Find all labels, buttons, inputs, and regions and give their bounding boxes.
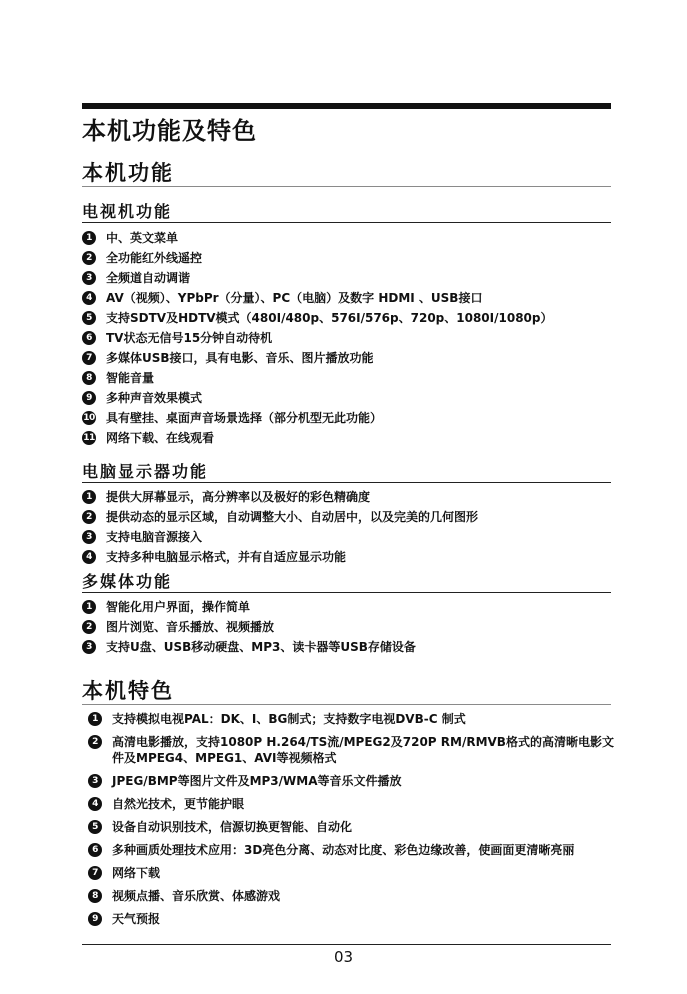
list-item — [82, 548, 622, 568]
list-item-text: 支持电脑音源接入 — [106, 530, 203, 544]
number-badge: 1 — [82, 600, 96, 614]
page-title: 本机功能及特色 — [82, 117, 257, 145]
number-badge: 10 — [83, 413, 95, 423]
number-badge: 1 — [88, 712, 102, 726]
number-badge: 4 — [88, 797, 102, 811]
list-item — [82, 429, 622, 449]
media-function-list — [82, 598, 622, 658]
number-badge: 1 — [82, 231, 96, 245]
list-item — [88, 842, 618, 858]
list-item-text: 自然光技术，更节能护眼 — [112, 797, 245, 811]
list-item-text: 设备自动识别技术，信源切换更智能、自动化 — [112, 820, 353, 834]
list-item — [88, 711, 618, 727]
number-badge: 1 — [82, 490, 96, 504]
list-item — [82, 598, 622, 618]
list-item-text: 多种画质处理技术应用：3D亮色分离、动态对比度、彩色边缘改善，使画面更清晰亮丽 — [112, 843, 575, 857]
list-item — [82, 618, 622, 638]
list-item-text: JPEG/BMP等图片文件及MP3/WMA等音乐文件播放 — [112, 774, 402, 788]
list-item-text: 支持模拟电视PAL：DK、I、BG制式；支持数字电视DVB-C 制式 — [112, 712, 466, 726]
list-item — [82, 409, 622, 429]
list-item — [82, 369, 622, 389]
list-item — [88, 888, 618, 904]
list-item-text: 提供大屏幕显示，高分辨率以及极好的彩色精确度 — [106, 490, 371, 504]
number-badge: 4 — [82, 550, 96, 564]
list-item-text: 视频点播、音乐欣赏、体感游戏 — [112, 889, 281, 903]
number-badge: 2 — [88, 735, 102, 749]
subsection-rule-media — [82, 592, 611, 593]
list-item-text: 支持多种电脑显示格式，并有自适应显示功能 — [106, 550, 347, 564]
list-item-text: 多种声音效果模式 — [106, 391, 203, 405]
number-badge: 4 — [82, 291, 96, 305]
list-item-text: 中、英文菜单 — [106, 231, 179, 245]
list-item — [82, 508, 622, 528]
list-item — [82, 389, 622, 409]
subsection-heading-tv: 电视机功能 — [82, 202, 173, 221]
number-badge: 5 — [82, 311, 96, 325]
list-item — [88, 819, 618, 835]
section-heading-functions: 本机功能 — [82, 161, 174, 185]
list-item — [82, 349, 622, 369]
subsection-rule-pc — [82, 482, 611, 483]
feature-list — [88, 711, 618, 934]
number-badge: 3 — [82, 271, 96, 285]
list-item-text: 具有壁挂、桌面声音场景选择（部分机型无此功能） — [106, 411, 383, 425]
list-item-text: 全频道自动调谐 — [106, 271, 191, 285]
number-badge: 3 — [88, 774, 102, 788]
list-item — [82, 488, 622, 508]
list-item — [82, 249, 622, 269]
list-item — [82, 269, 622, 289]
page-number: 03 — [333, 948, 354, 966]
number-badge: 2 — [82, 251, 96, 265]
list-item-text: 支持SDTV及HDTV模式（480I/480p、576I/576p、720p、1080I/1080p） — [106, 311, 553, 325]
number-badge: 11 — [83, 433, 95, 443]
list-item-text: 图片浏览、音乐播放、视频播放 — [106, 620, 275, 634]
list-item-text: 智能音量 — [106, 371, 155, 385]
list-item-text: AV（视频）、YPbPr（分量）、PC（电脑）及数字 HDMI 、USB接口 — [106, 291, 483, 305]
section-rule-functions — [82, 186, 611, 187]
number-badge: 8 — [82, 371, 96, 385]
subsection-rule-tv — [82, 222, 611, 223]
number-badge: 3 — [82, 530, 96, 544]
list-item — [82, 309, 622, 329]
list-item-text: 网络下载、在线观看 — [106, 431, 215, 445]
number-badge: 8 — [88, 889, 102, 903]
list-item-text: 多媒体USB接口，具有电影、音乐、图片播放功能 — [106, 351, 374, 365]
number-badge: 7 — [88, 866, 102, 880]
list-item-text: 网络下载 — [112, 866, 161, 880]
list-item — [88, 911, 618, 927]
header-rule — [82, 103, 611, 109]
list-item-text: TV状态无信号15分钟自动待机 — [106, 331, 273, 345]
list-item-text: 全功能红外线遥控 — [106, 251, 203, 265]
section-heading-features: 本机特色 — [82, 679, 174, 703]
list-item — [82, 289, 622, 309]
number-badge: 9 — [88, 912, 102, 926]
list-item — [88, 796, 618, 812]
subsection-heading-media: 多媒体功能 — [82, 572, 173, 591]
list-item-text: 天气预报 — [112, 912, 161, 926]
number-badge: 6 — [82, 331, 96, 345]
subsection-heading-pc: 电脑显示器功能 — [82, 462, 209, 481]
list-item-text: 支持U盘、USB移动硬盘、MP3、读卡器等USB存储设备 — [106, 640, 416, 654]
list-item — [88, 773, 618, 789]
list-item — [82, 638, 622, 658]
pc-function-list — [82, 488, 622, 568]
number-badge: 3 — [82, 640, 96, 654]
number-badge: 2 — [82, 510, 96, 524]
section-rule-features — [82, 704, 611, 705]
number-badge: 5 — [88, 820, 102, 834]
list-item — [88, 734, 618, 766]
footer-rule — [82, 944, 611, 945]
number-badge: 2 — [82, 620, 96, 634]
list-item — [82, 329, 622, 349]
tv-function-list — [82, 229, 622, 449]
number-badge: 9 — [82, 391, 96, 405]
list-item-text: 提供动态的显示区域，自动调整大小、自动居中，以及完美的几何图形 — [106, 510, 479, 524]
list-item-text: 智能化用户界面，操作简单 — [106, 600, 251, 614]
list-item — [82, 528, 622, 548]
list-item — [88, 865, 618, 881]
number-badge: 7 — [82, 351, 96, 365]
list-item — [82, 229, 622, 249]
number-badge: 6 — [88, 843, 102, 857]
list-item-text: 高清电影播放，支持1080P H.264/TS流/MPEG2及720P RM/RMVB格式的高清晰电影文件及MPEG4、MPEG1、AVI等视频格式 — [112, 735, 614, 765]
